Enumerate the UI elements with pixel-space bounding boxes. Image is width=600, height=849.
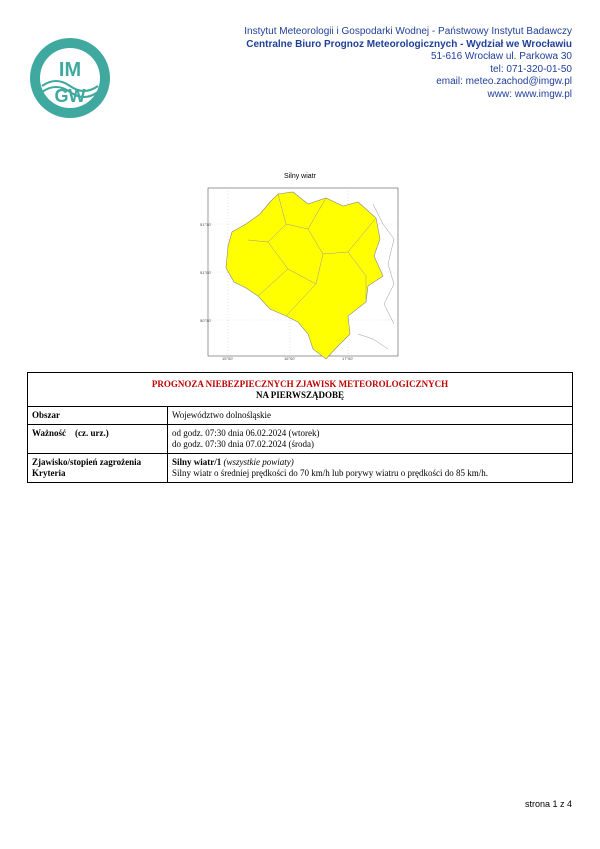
phenomenon-scope: (wszystkie powiaty)	[223, 457, 294, 467]
phenomenon-label-cell	[28, 454, 168, 482]
institute-name: Instytut Meteorologii i Gospodarki Wodnej - Państwowy Instytut Badawczy	[244, 26, 572, 37]
office-name: Centralne Biuro Prognoz Meteorologicznych - Wydział we Wrocławiu	[246, 38, 572, 50]
warning-title	[28, 373, 572, 406]
map-title: Silny wiatr	[284, 173, 316, 180]
validity-label-extra: (cz. urz.)	[75, 428, 109, 438]
validity-from: od godz. 07:30 dnia 06.02.2024 (wtorek)	[172, 428, 320, 438]
row-area	[28, 406, 572, 424]
row-validity	[28, 424, 572, 453]
row-phenomenon	[28, 453, 572, 482]
criteria-value: Silny wiatr o średniej prędkości do 70 km/h lub porywy wiatru o prędkości do 85 km/h.	[172, 468, 488, 478]
warning-title-line1: PROGNOZA NIEBEZPIECZNYCH ZJAWISK METEOROLOGICZNYCH	[151, 379, 449, 389]
warning-title-line2: NA PIERWSZĄDOBĘ	[256, 390, 344, 400]
lat-label-1: 51°30'	[200, 222, 212, 227]
phone: tel: 071-320-01-50	[490, 63, 572, 75]
logo-letters-bottom: GW	[54, 86, 86, 106]
criteria-label: Kryteria	[32, 468, 66, 478]
address: 51-616 Wrocław ul. Parkowa 30	[431, 51, 572, 63]
lat-label-3: 50°30'	[200, 318, 212, 323]
warning-panel	[27, 372, 573, 483]
phenomenon-value: Silny wiatr/1	[172, 457, 222, 467]
phenomenon-label: Zjawisko/stopień zagrożenia	[32, 457, 142, 467]
website: www: www.imgw.pl	[487, 88, 572, 100]
validity-to: do godz. 07:30 dnia 07.02.2024 (środa)	[172, 439, 314, 449]
validity-label: Ważność	[32, 428, 67, 438]
logo-letters-top: IM	[58, 59, 82, 81]
area-value: Województwo dolnośląskie	[172, 410, 272, 420]
imgw-logo	[28, 36, 112, 120]
lon-label-3: 17°00'	[342, 356, 354, 360]
institute-header	[192, 26, 572, 102]
lon-label-2: 16°00'	[284, 356, 296, 360]
lon-label-1: 15°00'	[222, 356, 234, 360]
warning-map	[198, 184, 400, 360]
email: email: meteo.zachod@imgw.pl	[436, 76, 572, 88]
phenomenon-value-cell	[168, 454, 572, 482]
validity-value	[168, 425, 572, 453]
area-label: Obszar	[28, 407, 168, 424]
phenomenon-line	[172, 457, 568, 468]
validity-label-cell	[28, 425, 168, 453]
page-number: strona 1 z 4	[524, 799, 572, 809]
lat-label-2: 51°00'	[200, 270, 212, 275]
